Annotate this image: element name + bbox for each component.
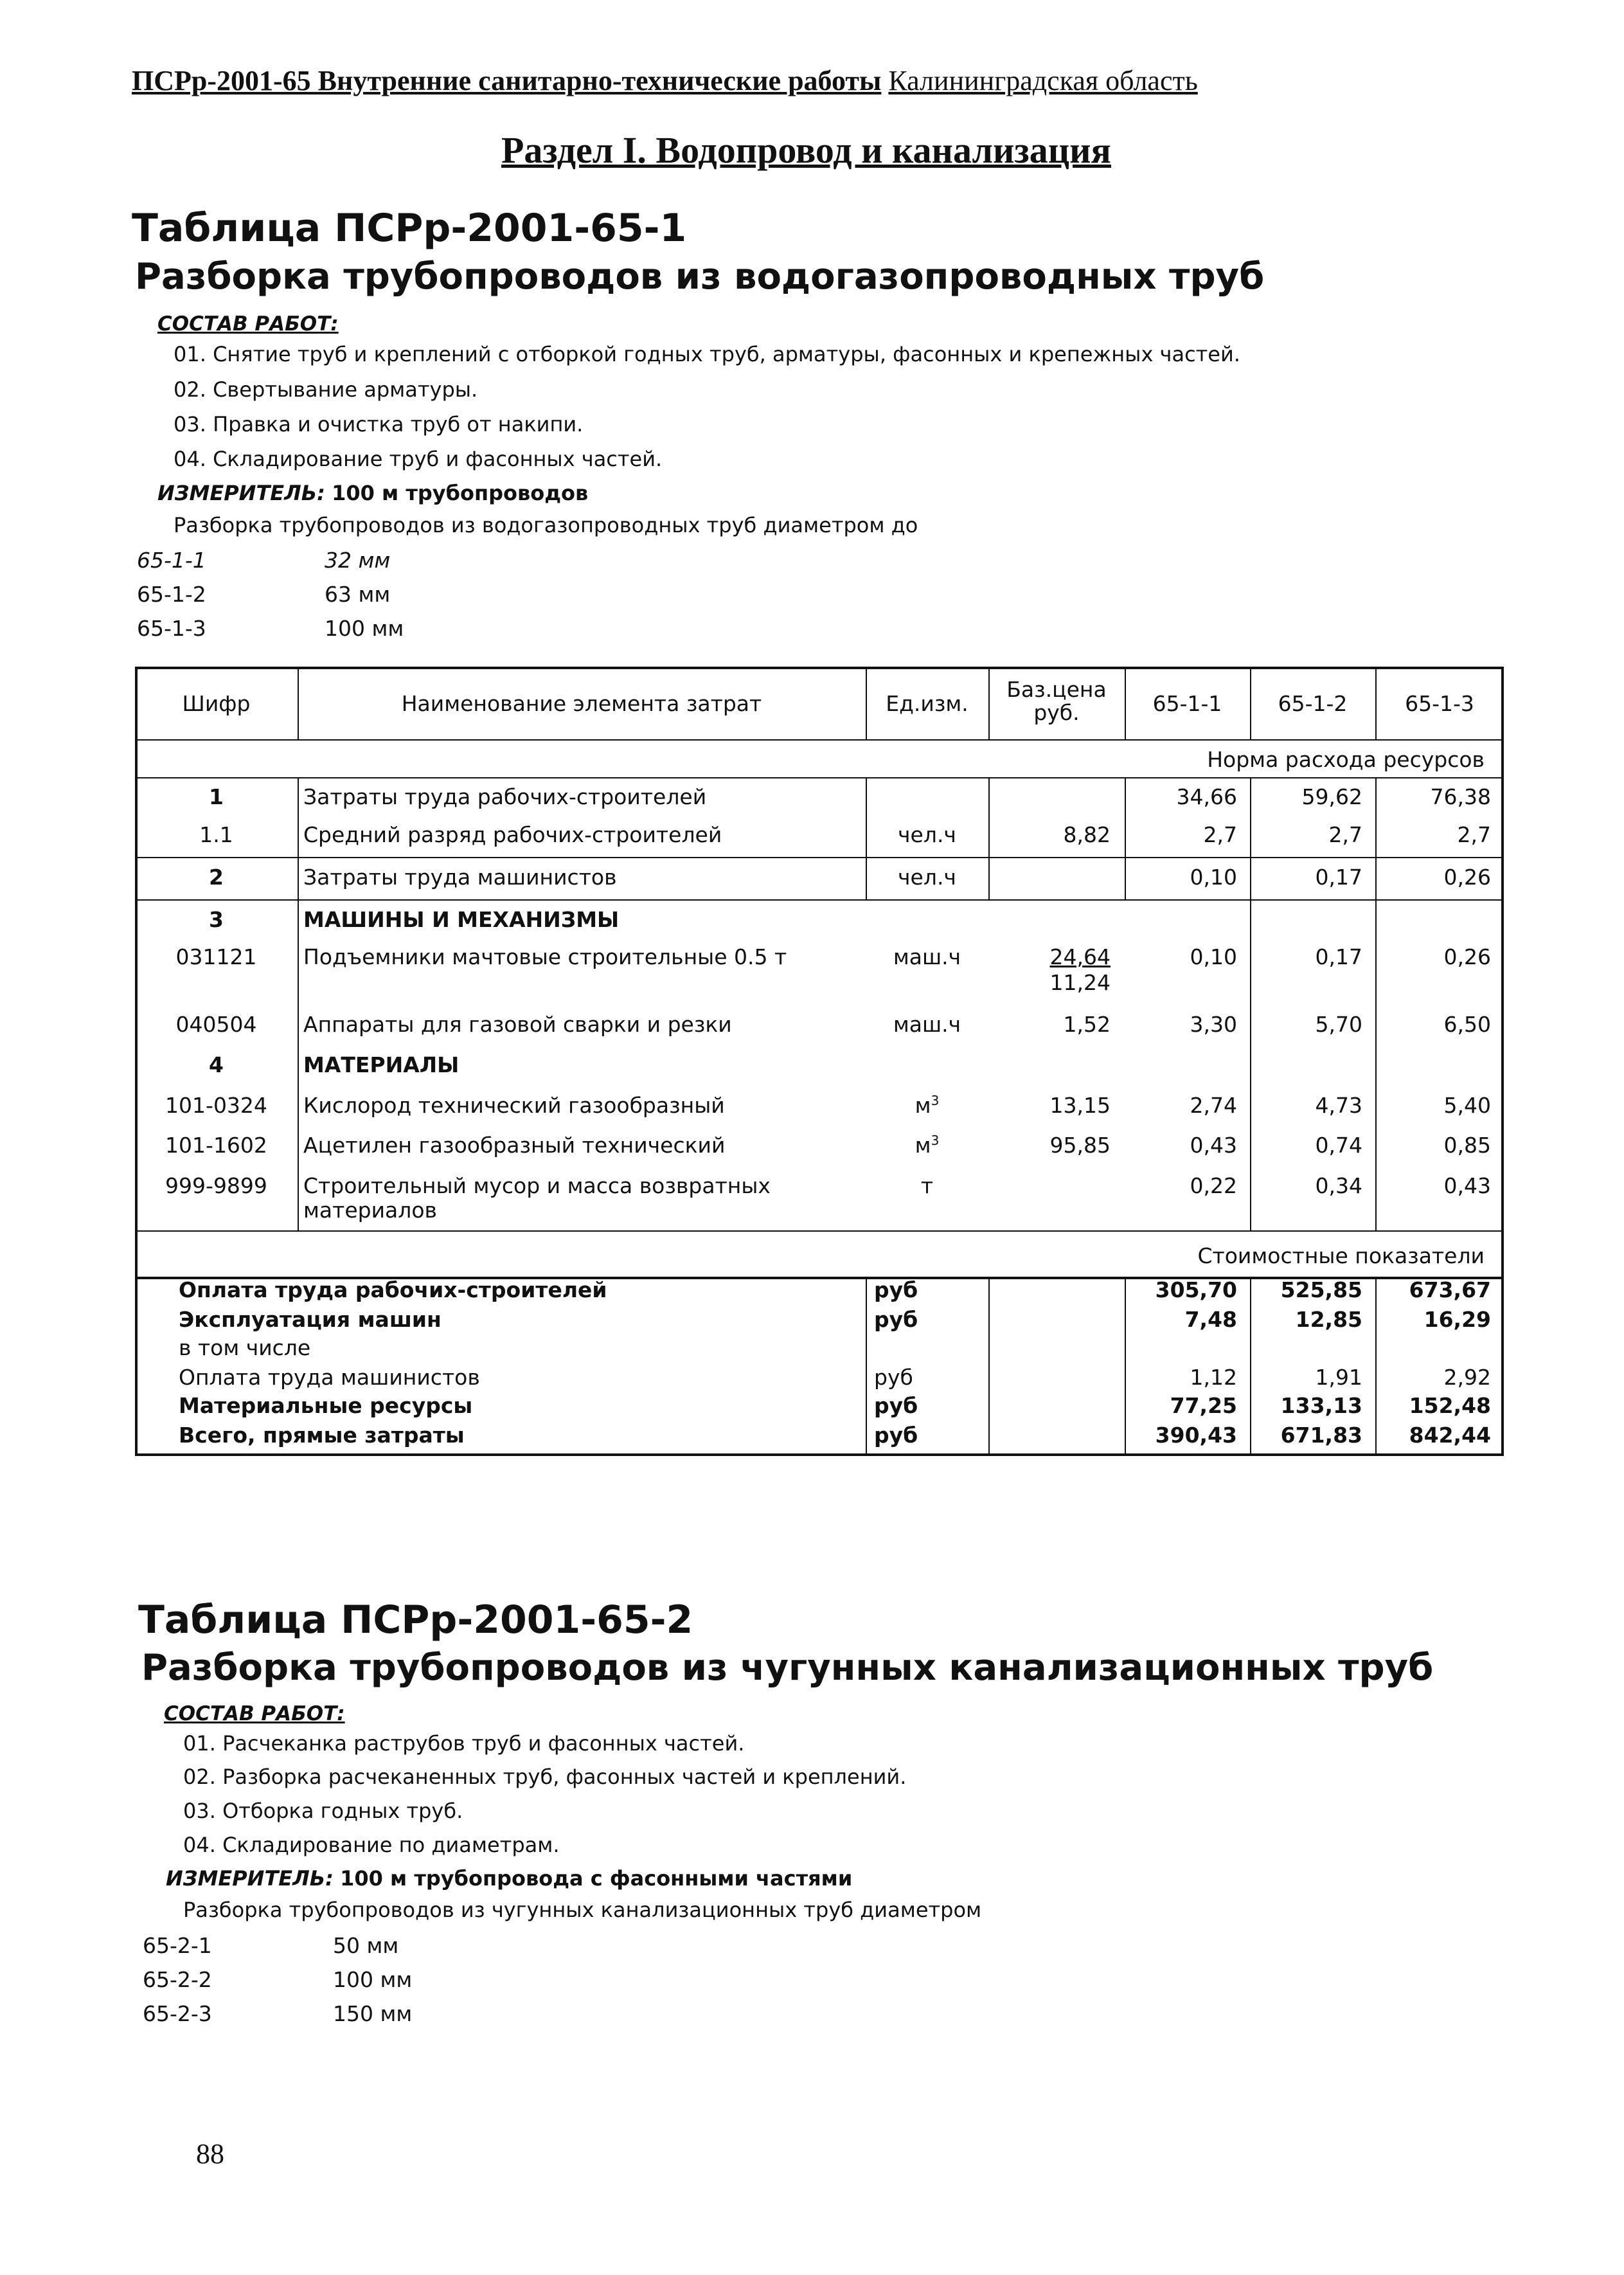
row1-v1: 34,66 (1176, 784, 1237, 809)
row2-name: Средний разряд рабочих-строителей (303, 822, 722, 847)
row5-name: Подъемники мачтовые строительные 0.5 т (303, 944, 787, 969)
row3-name: Затраты труда машинистов (303, 865, 617, 890)
table2-sostav-label: СОСТАВ РАБОТ: (164, 1702, 345, 1725)
row8-v3: 5,40 (1443, 1093, 1491, 1118)
table2-izm-label: ИЗМЕРИТЕЛЬ: (166, 1866, 334, 1891)
row10-v2: 0,34 (1315, 1173, 1362, 1198)
row8-unit-base: м (915, 1093, 931, 1118)
row10-v1: 0,22 (1190, 1173, 1237, 1198)
table1-izm-value: 100 м трубопроводов (332, 481, 589, 505)
row2-shifr: 1.1 (199, 822, 233, 847)
row10-shifr: 999-9899 (165, 1173, 267, 1198)
norma-header: Норма расхода ресурсов (1207, 747, 1485, 772)
col-header-unit: Ед.изм. (886, 691, 968, 716)
cost4-name: Оплата труда машинистов (179, 1365, 480, 1390)
table1-code-1: 65-1-1 (137, 548, 206, 573)
row4-name: МАШИНЫ И МЕХАНИЗМЫ (303, 907, 620, 932)
row8-price: 13,15 (1049, 1093, 1111, 1118)
row10-name-line2: материалов (303, 1198, 437, 1223)
table1-item-2: 02. Свертывание арматуры. (174, 377, 478, 402)
row6-shifr: 040504 (175, 1012, 257, 1037)
table2-title: Разборка трубопроводов из чугунных канализационных труб (141, 1647, 1434, 1689)
row6-price: 1,52 (1063, 1012, 1111, 1037)
section-title: Раздел I. Водопровод и канализация (501, 129, 1111, 171)
row10-unit: т (920, 1173, 934, 1198)
row2-price: 8,82 (1063, 822, 1111, 847)
table2-item-3: 03. Отборка годных труб. (183, 1799, 463, 1823)
table2-izmeritel (166, 1866, 852, 1891)
table2-code-1: 65-2-1 (143, 1933, 212, 1958)
table2-dia-2: 100 мм (333, 1967, 413, 1992)
table1-dia-3: 100 мм (325, 616, 404, 641)
row7-name: МАТЕРИАЛЫ (303, 1052, 460, 1077)
cost6-unit: руб (874, 1423, 918, 1448)
table1-izm-label: ИЗМЕРИТЕЛЬ: (157, 481, 325, 505)
row5-v2: 0,17 (1315, 944, 1362, 969)
cost3-name: в том числе (179, 1335, 311, 1360)
table2-item-2: 02. Разборка расчеканенных труб, фасонных частей и креплений. (183, 1765, 907, 1789)
row10-name: Строительный мусор и масса возвратных (303, 1173, 771, 1198)
row9-v3: 0,85 (1443, 1133, 1491, 1158)
cost4-unit: руб (874, 1365, 913, 1390)
table2-code-2: 65-2-2 (143, 1967, 212, 1992)
cost1-unit: руб (874, 1277, 918, 1302)
table1-sostav-label: СОСТАВ РАБОТ: (157, 312, 339, 336)
row6-name: Аппараты для газовой сварки и резки (303, 1012, 732, 1037)
row3-shifr: 2 (209, 865, 224, 890)
row1-v2: 59,62 (1301, 784, 1362, 809)
row9-name: Ацетилен газообразный технический (303, 1133, 726, 1158)
row2-v1: 2,7 (1203, 822, 1237, 847)
cost2-v2: 12,85 (1295, 1307, 1362, 1332)
row5-price2: 11,24 (1049, 970, 1111, 995)
row5-shifr: 031121 (175, 944, 257, 969)
table1-dia-2: 63 мм (325, 582, 391, 607)
row3-v2: 0,17 (1315, 865, 1362, 890)
resource-table (135, 667, 1504, 1456)
cost2-unit: руб (874, 1307, 918, 1332)
cost5-v1: 77,25 (1170, 1393, 1237, 1418)
row9-unit (866, 1133, 988, 1158)
row6-v1: 3,30 (1190, 1012, 1237, 1037)
table1-code-2: 65-1-2 (137, 582, 206, 607)
table1-title: Разборка трубопроводов из водогазопроводных труб (135, 256, 1265, 298)
row2-v3: 2,7 (1457, 822, 1491, 847)
cost1-v1: 305,70 (1155, 1277, 1237, 1302)
row9-unit-base: м (915, 1133, 931, 1158)
table2-dia-1: 50 мм (333, 1933, 399, 1958)
cost1-v2: 525,85 (1280, 1277, 1362, 1302)
row7-shifr: 4 (209, 1052, 224, 1077)
row9-v2: 0,74 (1315, 1133, 1362, 1158)
table2-dia-3: 150 мм (333, 2001, 413, 2026)
cost2-v1: 7,48 (1184, 1307, 1237, 1332)
row8-unit-sup: 3 (931, 1093, 940, 1108)
row6-v2: 5,70 (1315, 1012, 1362, 1037)
table1-code-3: 65-1-3 (137, 616, 206, 641)
row8-unit (866, 1093, 988, 1119)
row9-price: 95,85 (1049, 1133, 1111, 1158)
row9-shifr: 101-1602 (165, 1133, 267, 1158)
row5-price: 24,64 (1049, 944, 1111, 969)
cost6-v2: 671,83 (1280, 1423, 1362, 1448)
table1-item-3: 03. Правка и очистка труб от накипи. (174, 412, 584, 436)
row8-name: Кислород технический газообразный (303, 1093, 725, 1118)
cost-header: Стоимостные показатели (1197, 1243, 1485, 1268)
table1-description: Разборка трубопроводов из водогазопроводных труб диаметром до (174, 513, 918, 537)
page-number: 88 (196, 2138, 224, 2170)
table2-izm-value: 100 м трубопровода с фасонными частями (340, 1866, 853, 1891)
table1-item-4: 04. Складирование труб и фасонных частей. (174, 447, 663, 471)
cost4-v3: 2,92 (1443, 1365, 1491, 1390)
row9-v1: 0,43 (1190, 1133, 1237, 1158)
col-header-shifr: Шифр (182, 691, 251, 716)
row2-unit: чел.ч (898, 822, 956, 847)
running-header (132, 64, 1198, 97)
header-title: ПСРр-2001-65 Внутренние санитарно-технические работы (132, 65, 882, 96)
row10-v3: 0,43 (1443, 1173, 1491, 1198)
col-header-name: Наименование элемента затрат (401, 691, 762, 716)
row6-v3: 6,50 (1443, 1012, 1491, 1037)
row3-v3: 0,26 (1443, 865, 1491, 890)
cost1-v3: 673,67 (1409, 1277, 1491, 1302)
row5-v1: 0,10 (1190, 944, 1237, 969)
table2-description: Разборка трубопроводов из чугунных канализационных труб диаметром (183, 1898, 982, 1922)
row8-shifr: 101-0324 (165, 1093, 267, 1118)
row6-unit: маш.ч (893, 1012, 961, 1037)
row8-v2: 4,73 (1315, 1093, 1362, 1118)
col-header-65-1-2: 65-1-2 (1278, 691, 1348, 716)
cost1-name: Оплата труда рабочих-строителей (179, 1277, 607, 1302)
table2-number: Таблица ПСРр-2001-65-2 (138, 1597, 693, 1642)
row5-unit: маш.ч (893, 944, 961, 969)
table1-number: Таблица ПСРр-2001-65-1 (132, 206, 687, 251)
cost6-v1: 390,43 (1155, 1423, 1237, 1448)
col-header-price-line1: Баз.цена (1006, 677, 1107, 702)
row1-v3: 76,38 (1430, 784, 1491, 809)
row4-shifr: 3 (209, 907, 224, 932)
row2-v2: 2,7 (1328, 822, 1362, 847)
cost2-v3: 16,29 (1423, 1307, 1491, 1332)
table2-code-3: 65-2-3 (143, 2001, 212, 2026)
row3-unit: чел.ч (898, 865, 956, 890)
cost6-name: Всего, прямые затраты (179, 1423, 465, 1448)
cost5-name: Материальные ресурсы (179, 1393, 473, 1418)
row1-shifr: 1 (209, 784, 224, 809)
col-header-price-line2: руб. (1033, 700, 1080, 725)
cost5-v3: 152,48 (1409, 1393, 1491, 1418)
col-header-65-1-1: 65-1-1 (1152, 691, 1222, 716)
header-region: Калининградская область (888, 65, 1198, 96)
table1-izmeritel (157, 481, 588, 505)
row9-unit-sup: 3 (931, 1133, 940, 1148)
cost5-v2: 133,13 (1280, 1393, 1362, 1418)
table1-item-1: 01. Снятие труб и креплений с отборкой годных труб, арматуры, фасонных и крепежных частей. (174, 342, 1240, 366)
table2-item-4: 04. Складирование по диаметрам. (183, 1833, 560, 1857)
table1-dia-1: 32 мм (325, 548, 391, 573)
row1-name: Затраты труда рабочих-строителей (303, 784, 707, 809)
cost5-unit: руб (874, 1393, 918, 1418)
table2-item-1: 01. Расчеканка раструбов труб и фасонных частей. (183, 1731, 745, 1756)
col-header-65-1-3: 65-1-3 (1405, 691, 1474, 716)
cost4-v2: 1,91 (1315, 1365, 1362, 1390)
cost2-name: Эксплуатация машин (179, 1307, 442, 1332)
cost6-v3: 842,44 (1409, 1423, 1491, 1448)
row8-v1: 2,74 (1190, 1093, 1237, 1118)
cost4-v1: 1,12 (1190, 1365, 1237, 1390)
row5-v3: 0,26 (1443, 944, 1491, 969)
row3-v1: 0,10 (1190, 865, 1237, 890)
